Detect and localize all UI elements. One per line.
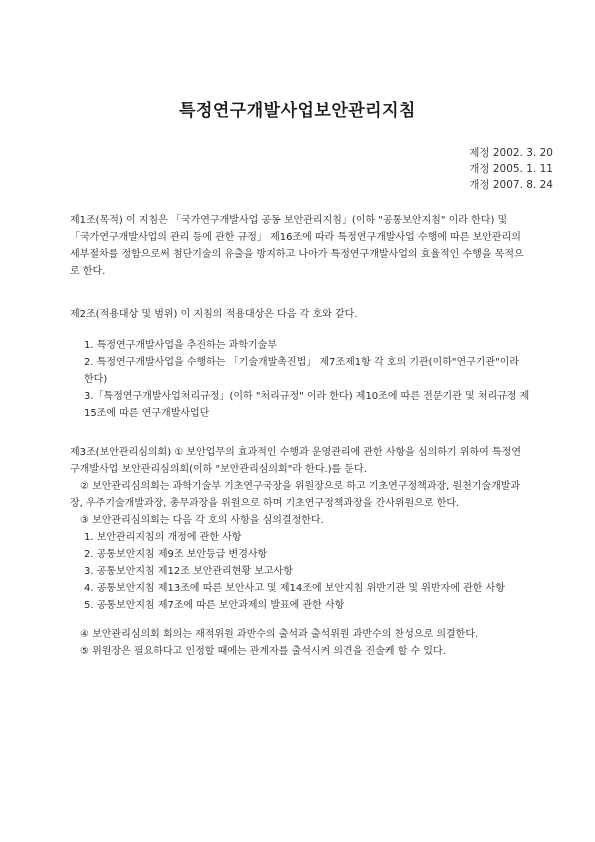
revision-amended-2005: 개정 2005. 1. 11 (469, 163, 553, 175)
article-1 (70, 212, 530, 280)
article-2-item-3: 3.「특정연구개발사업처리규정」(이하 "처리규정" 이라 한다) 제10조에 따른 전문기관 및 처리규정 제15조에 따른 연구개발사업단 (84, 391, 530, 419)
article-2-item-2: 2. 특정연구개발사업을 수행하는 「기술개발촉진법」 제7조제1항 각 호의 기관(이하"연구기관"이라 한다) (84, 357, 520, 385)
revision-history (469, 145, 553, 193)
revision-enacted: 제정 2002. 3. 20 (469, 147, 553, 159)
article-2-item-1: 1. 특정연구개발사업을 추진하는 과학기술부 (84, 340, 277, 351)
article-3 (70, 444, 530, 660)
article-3-para-3: ③ 보안관리심의회는 다음 각 호의 사항을 심의결정한다. (80, 515, 324, 526)
article-2 (70, 306, 530, 422)
article-3-para-2: ② 보안관리심의회는 과학기술부 기초연구국장을 위원장으로 하고 기초연구정책과장, 원천기술개발과장, 우주기술개발과장, 총무과장을 위원으로 하며 기초연구정책과장을 간사위원으로 한다. (70, 481, 521, 509)
revision-amended-2007: 개정 2007. 8. 24 (469, 179, 553, 191)
article-1-text: 제1조(목적) 이 지침은 「국가연구개발사업 공동 보안관리지침」(이하 "공통보안지침" 이라 한다) 및 「국가연구개발사업의 관리 등에 관한 규정」 제16조에 따라 특정연구개발사업 수행에 따른 보안관리의 세부절차를 정함으로써 첨단기술의 유출을 방지하고 나아가 특정연구개발사업의 효율적인 수행을 목적으로 한다. (70, 215, 524, 277)
article-3-item-1: 1. 보안관리지침의 개정에 관한 사항 (84, 532, 242, 543)
article-3-item-5: 5. 공통보안지침 제7조에 따른 보안과제의 발표에 관한 사항 (84, 600, 345, 611)
article-3-item-2: 2. 공통보안지침 제9조 보안등급 변경사항 (84, 549, 268, 560)
article-3-para-5: ⑤ 위원장은 필요하다고 인정할 때에는 관계자를 출석시켜 의견을 진술케 할 수 있다. (80, 646, 446, 657)
article-3-para-1: 제3조(보안관리심의회) ① 보안업무의 효과적인 수행과 운영관리에 관한 사항을 심의하기 위하여 특정연구개발사업 보안관리심의회(이하 "보안관리심의회"라 한다.)를 둔다. (70, 447, 521, 475)
document-title: 특정연구개발사업보안관리지침 (179, 101, 416, 121)
article-3-para-4: ④ 보안관리심의회 회의는 재적위원 과반수의 출석과 출석위원 과반수의 찬성으로 의결한다. (80, 629, 479, 640)
article-3-item-4: 4. 공통보안지침 제13조에 따른 보안사고 및 제14조에 보안지침 위반기관 및 위반자에 관한 사항 (84, 583, 505, 594)
article-3-item-3: 3. 공통보안지침 제12조 보안관리현황 보고사항 (84, 566, 293, 577)
article-2-heading: 제2조(적용대상 및 범위) 이 지침의 적용대상은 다음 각 호와 같다. (70, 309, 358, 320)
